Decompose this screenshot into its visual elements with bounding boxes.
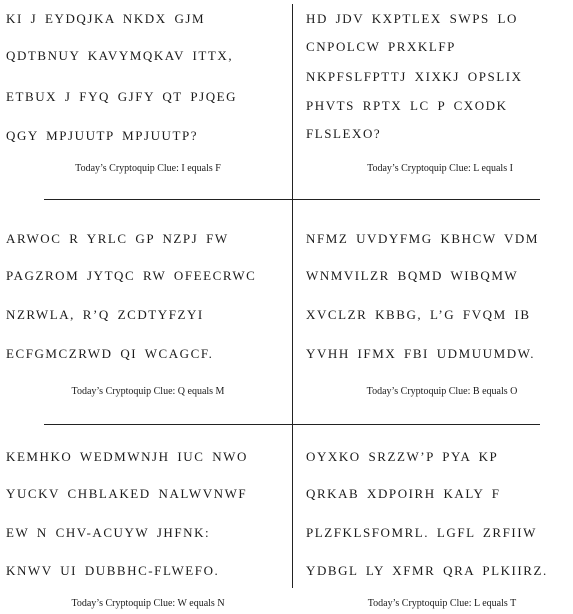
cipher-line: NZRWLA, R’Q ZCDTYFZYI	[6, 307, 204, 322]
cipher-line: XVCLZR KBBG, L’G FVQM IB	[306, 307, 531, 322]
cryptoquip-clue: Today’s Cryptoquip Clue: Q equals M	[71, 386, 225, 397]
cipher-line: PAGZROM JYTQC RW OFEECRWC	[6, 268, 257, 283]
cryptoquip-clue: Today’s Cryptoquip Clue: L equals T	[367, 598, 517, 609]
cipher-line: YUCKV CHBLAKED NALWVNWF	[6, 486, 248, 501]
cipher-line: KI J EYDQJKA NKDX GJM	[6, 11, 206, 26]
cryptoquip-puzzle-1	[6, 12, 290, 192]
cipher-line: ETBUX J FYQ GJFY QT PJQEG	[6, 89, 238, 104]
cryptoquip-puzzle-5	[6, 450, 290, 614]
cryptoquip-clue: Today’s Cryptoquip Clue: W equals N	[71, 598, 225, 609]
cryptoquip-clue: Today’s Cryptoquip Clue: B equals O	[366, 386, 518, 397]
cryptoquip-clue: Today’s Cryptoquip Clue: L equals I	[367, 163, 513, 174]
cipher-line: NFMZ UVDYFMG KBHCW VDM	[306, 231, 539, 246]
row-divider-bottom	[44, 424, 540, 425]
cipher-line: KEMHKO WEDMWNJH IUC NWO	[6, 449, 248, 464]
cipher-line: QGY MPJUUTP MPJUUTP?	[6, 128, 199, 143]
cipher-line: NKPFSLFPTTJ XIXKJ OPSLIX	[306, 69, 523, 84]
cipher-line: PLZFKLSFOMRL. LGFL ZRFIIW	[306, 525, 537, 540]
cipher-line: ARWOC R YRLC GP NZPJ FW	[6, 231, 229, 246]
cipher-line: ECFGMCZRWD QI WCAGCF.	[6, 346, 214, 361]
cipher-line: CNPOLCW PRXKLFP	[306, 39, 456, 54]
row-divider-top	[44, 199, 540, 200]
cryptoquip-puzzle-6	[306, 450, 573, 614]
cipher-line: QDTBNUY KAVYMQKAV ITTX,	[6, 48, 234, 63]
cipher-line: KNWV UI DUBBHC-FLWEFO.	[6, 563, 220, 578]
cryptoquip-puzzle-2	[306, 12, 573, 192]
cipher-line: FLSLEXO?	[306, 126, 382, 141]
cipher-line: QRKAB XDPOIRH KALY F	[306, 486, 501, 501]
cipher-line: PHVTS RPTX LC P CXODK	[306, 98, 508, 113]
center-column-divider	[292, 4, 293, 588]
cipher-line: HD JDV KXPTLEX SWPS LO	[306, 11, 518, 26]
cipher-line: OYXKO SRZZW’P PYA KP	[306, 449, 499, 464]
cryptoquip-clue: Today’s Cryptoquip Clue: I equals F	[75, 163, 221, 174]
cipher-line: WNMVILZR BQMD WIBQMW	[306, 268, 519, 283]
cipher-line: EW N CHV-ACUYW JHFNK:	[6, 525, 211, 540]
cryptoquip-puzzle-4	[306, 232, 573, 412]
cipher-line: YDBGL LY XFMR QRA PLKIIRZ.	[306, 563, 548, 578]
cipher-line: YVHH IFMX FBI UDMUUMDW.	[306, 346, 536, 361]
cryptoquip-puzzle-3	[6, 232, 290, 412]
